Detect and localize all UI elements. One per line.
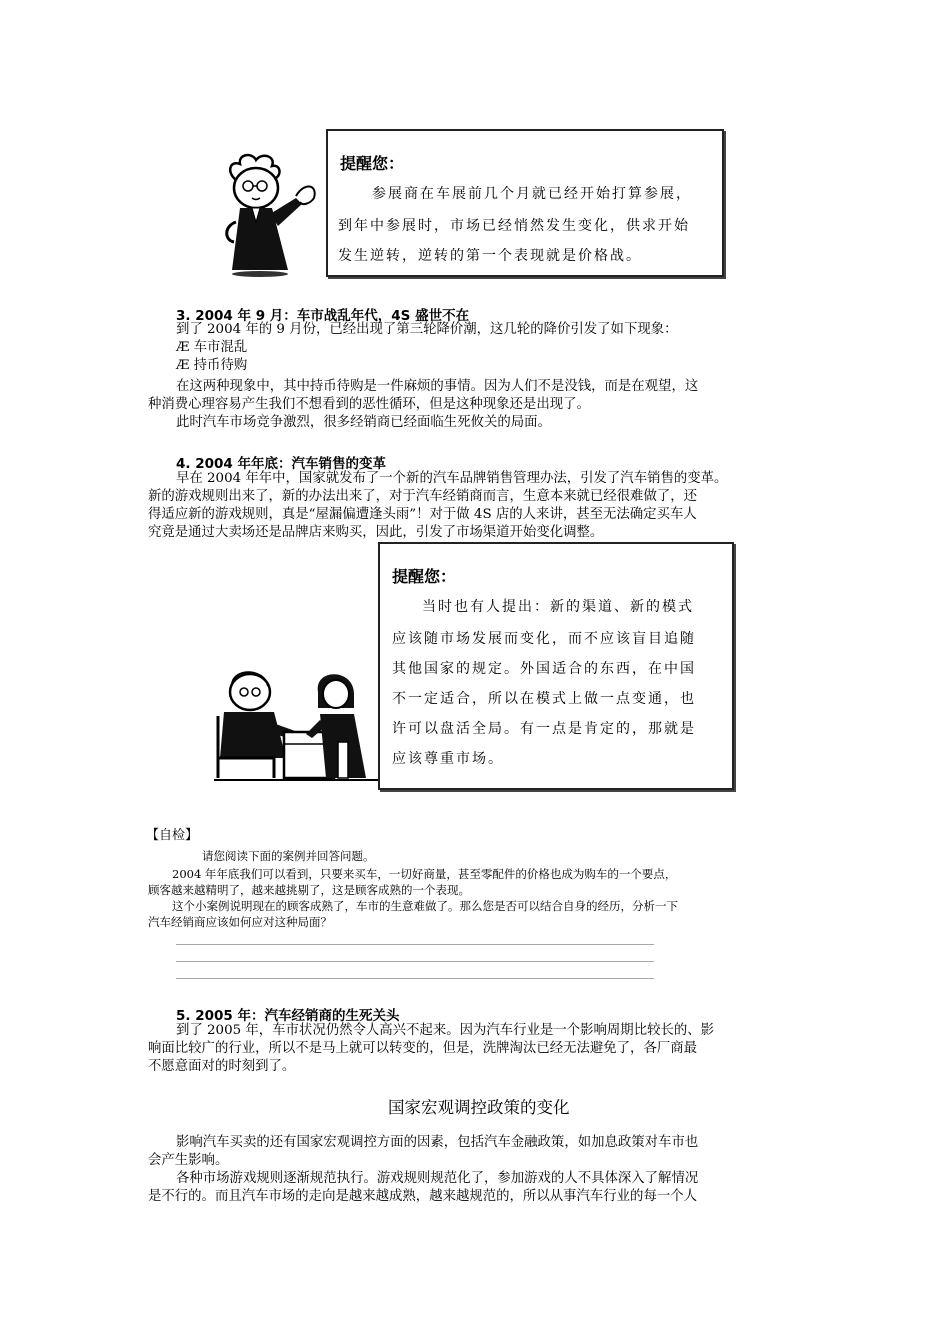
section-heading-3: 3. 2004 年 9 月：车市战乱年代，4S 盛世不在	[176, 308, 470, 324]
reminder-line: 许可以盘活全局。有一点是肯定的，那就是	[392, 721, 696, 737]
paragraph-line: 是不行的。而且汽车市场的走向是越来越成熟，越来越规范的，所以从事汽车行业的每一个人	[148, 1189, 698, 1204]
paragraph-line: 影响汽车买卖的还有国家宏观调控方面的因素，包括汽车金融政策，如加息政策对车市也	[176, 1135, 699, 1150]
bullet-item: Æ 车市混乱	[176, 340, 248, 355]
paragraph-line: 各种市场游戏规则逐渐规范执行。游戏规则规范化了，参加游戏的人不具体深入了解情况	[176, 1171, 699, 1186]
reminder-line: 其他国家的规定。外国适合的东西，在中国	[392, 661, 696, 677]
reminder-title: 提醒您：	[340, 154, 405, 173]
answer-line	[176, 961, 654, 962]
self-check-line: 2004 年年底我们可以看到，只要来买车，一切好商量，甚至零配件的价格也成为购车的一个要点，	[172, 867, 677, 881]
reminder-box-1	[326, 129, 724, 277]
reminder-line: 不一定适合，所以在模式上做一点变通，也	[392, 691, 696, 707]
paragraph-line: 到了 2005 年，车市状况仍然令人高兴不起来。因为汽车行业是一个影响周期比较长的、影	[176, 1023, 715, 1038]
paragraph-line: 会产生影响。	[148, 1153, 229, 1168]
self-check-label: 【自检】	[146, 828, 199, 843]
paragraph-line: 早在 2004 年年中，国家就发布了一个新的汽车品牌销售管理办法，引发了汽车销售的变革。	[176, 471, 728, 486]
reminder-line: 发生逆转，逆转的第一个表现就是价格战。	[338, 248, 642, 264]
paragraph-line: 响面比较广的行业，所以不是马上就可以转变的，但是，洗牌淘汰已经无法避免了，各厂商最	[148, 1041, 698, 1056]
paragraph-line: 此时汽车市场竞争激烈，很多经销商已经面临生死攸关的局面。	[176, 415, 551, 430]
reminder-title: 提醒您：	[392, 567, 457, 586]
self-check-line: 顾客越来越精明了，越来越挑剔了，这是顾客成熟的一个表现。	[148, 883, 470, 897]
paragraph-line: 在这两种现象中，其中持币待购是一件麻烦的事情。因为人们不是没钱，而是在观望，这	[176, 379, 699, 394]
answer-line	[176, 944, 654, 945]
self-check-line: 这个小案例说明现在的顾客成熟了，车市的生意难做了。那么您是否可以结合自身的经历，分析一下	[172, 899, 678, 913]
professor-cartoon-illustration	[222, 152, 334, 278]
reminder-line: 参展商在车展前几个月就已经开始打算参展，	[372, 186, 692, 202]
section-title-macro-policy: 国家宏观调控政策的变化	[388, 1098, 570, 1117]
answer-line	[176, 978, 654, 979]
reminder-line: 应该随市场发展而变化，而不应该盲目追随	[392, 631, 696, 647]
paragraph-line: 到了 2004 年的 9 月份，已经出现了第三轮降价潮，这几轮的降价引发了如下现象：	[176, 322, 678, 337]
reminder-line: 应该尊重市场。	[392, 751, 504, 767]
section-heading-5: 5. 2005 年：汽车经销商的生死关头	[176, 1008, 400, 1024]
paragraph-line: 不愿意面对的时刻到了。	[148, 1059, 296, 1074]
self-check-line: 请您阅读下面的案例并回答问题。	[202, 849, 375, 863]
reminder-line: 到年中参展时，市场已经悄然发生变化，供求开始	[338, 218, 690, 234]
bullet-item: Æ 持币待购	[176, 358, 248, 373]
reminder-line: 当时也有人提出：新的渠道、新的模式	[422, 599, 694, 615]
paragraph-line: 种消费心理容易产生我们不想看到的恶性循环，但是这种现象还是出现了。	[148, 397, 590, 412]
self-check-line: 汽车经销商应该如何应对这种局面？	[148, 915, 332, 929]
paragraph-line: 新的游戏规则出来了，新的办法出来了，对于汽车经销商而言，生意本来就已经很难做了，还	[148, 489, 698, 504]
consultation-cartoon-illustration	[214, 662, 378, 784]
reminder-box-2	[378, 542, 734, 790]
paragraph-line: 得适应新的游戏规则，真是“屋漏偏遭逢头雨”！对于做 4S 店的人来讲，甚至无法确定买车人	[148, 507, 697, 522]
paragraph-line: 究竟是通过大卖场还是品牌店来购买，因此，引发了市场渠道开始变化调整。	[148, 525, 604, 540]
section-heading-4: 4. 2004 年年底：汽车销售的变革	[176, 456, 386, 472]
